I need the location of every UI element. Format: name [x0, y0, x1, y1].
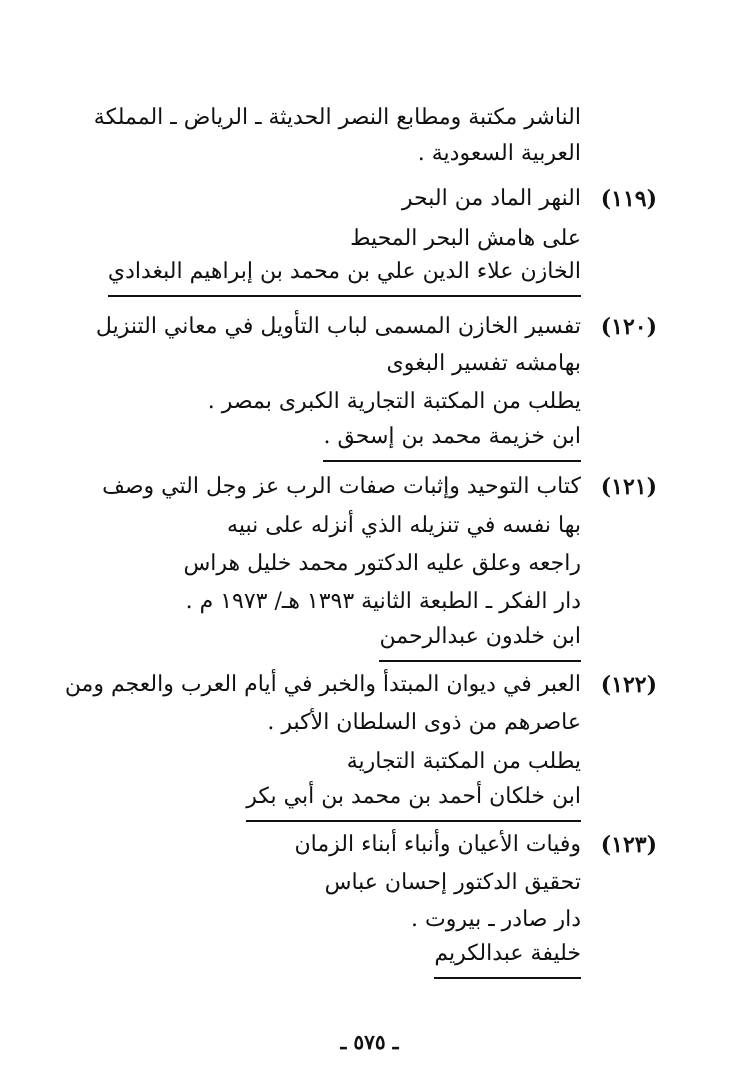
entry-line: يطلب من المكتبة التجارية	[346, 749, 581, 774]
entry-line: بها نفسه في تنزيله الذي أنزله على نبيه	[227, 513, 581, 538]
entry-line: وفيات الأعيان وأنباء أبناء الزمان	[294, 832, 581, 857]
entry-line: كتاب التوحيد وإثبات صفات الرب عز وجل التي وصف	[102, 474, 581, 499]
entry-number: (١٢١)	[600, 474, 657, 500]
entry-line: بهامشه تفسير البغوى	[386, 351, 581, 376]
intro-line: العربية السعودية .	[417, 141, 581, 166]
entry-number: (١٢٠)	[600, 314, 657, 340]
entry-number: (١٢٣)	[600, 832, 657, 858]
entry-line: تفسير الخازن المسمى لباب التأويل في معاني التنزيل	[95, 314, 581, 339]
entry-line: يطلب من المكتبة التجارية الكبرى بمصر .	[207, 389, 581, 414]
entry-author: خليفة عبدالكريم	[434, 937, 581, 979]
entry-line: النهر الماد من البحر	[401, 186, 581, 211]
entry-author: الخازن علاء الدين علي بن محمد بن إبراهيم البغدادي	[108, 255, 581, 297]
entry-number: (١٢٢)	[600, 672, 657, 698]
entry-line: العبر في ديوان المبتدأ والخبر في أيام العرب والعجم ومن	[64, 672, 581, 697]
entry-line: عاصرهم من ذوى السلطان الأكبر .	[267, 710, 581, 735]
entry-author: ابن خزيمة محمد بن إسحق .	[323, 420, 581, 462]
entry-number: (١١٩)	[600, 186, 657, 212]
entry-line: دار الفكر ـ الطبعة الثانية ١٣٩٣ هـ/ ١٩٧٣ م .	[185, 589, 581, 614]
entry-line: على هامش البحر المحيط	[350, 226, 581, 251]
page-number: ـ ٥٧٥ ـ	[340, 1030, 399, 1054]
entry-line: دار صادر ـ بيروت .	[411, 907, 581, 932]
entry-line: تحقيق الدكتور إحسان عباس	[324, 870, 581, 895]
entry-author: ابن خلدون عبدالرحمن	[379, 620, 581, 662]
intro-line: الناشر مكتبة ومطابع النصر الحديثة ـ الرياض ـ المملكة	[93, 105, 581, 130]
entry-author: ابن خلكان أحمد بن محمد بن أبي بكر	[246, 780, 581, 822]
entry-line: راجعه وعلق عليه الدكتور محمد خليل هراس	[183, 551, 581, 576]
